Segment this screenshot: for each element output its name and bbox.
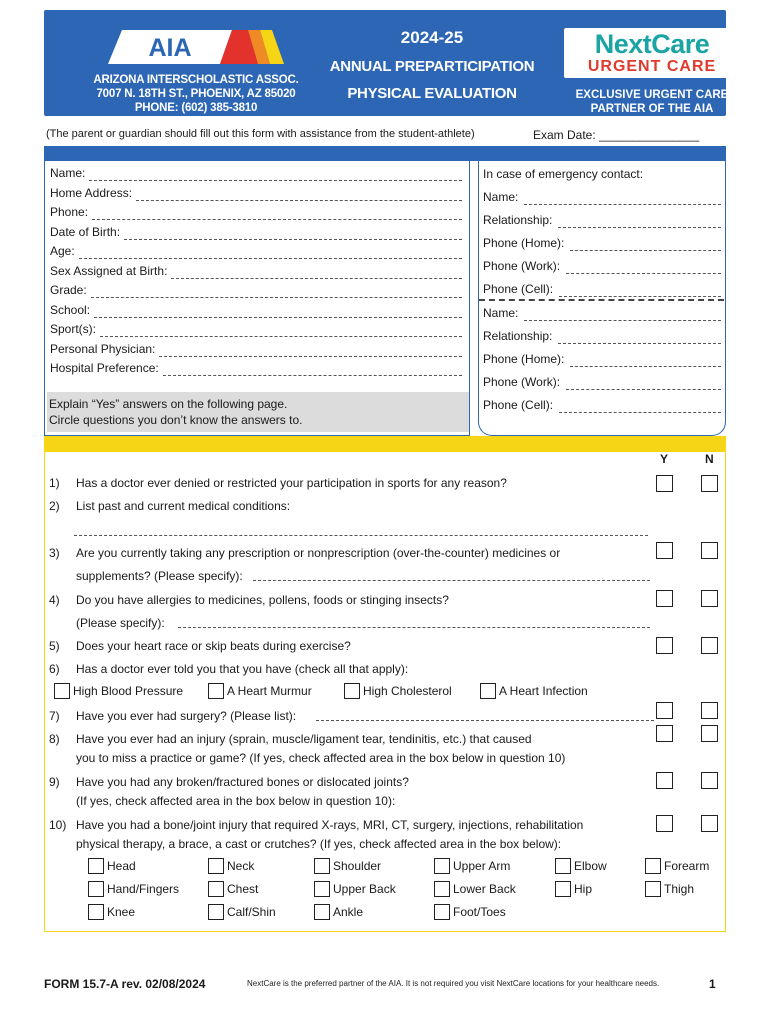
- q9-yes-checkbox[interactable]: [656, 772, 673, 789]
- hospital-preference-field[interactable]: Hospital Preference:: [50, 361, 462, 376]
- footer-note: NextCare is the preferred partner of the AIA. It is not required you visit NextCare locations for your healthcare needs.: [247, 979, 660, 988]
- q8-no-checkbox[interactable]: [701, 725, 718, 742]
- checkbox-high-blood-pressure[interactable]: High Blood Pressure: [54, 683, 183, 699]
- checkbox-heart-infection[interactable]: A Heart Infection: [480, 683, 588, 699]
- nextcare-subtitle: URGENT CARE: [587, 58, 717, 75]
- grade-field[interactable]: Grade:: [50, 283, 462, 298]
- home-address-field[interactable]: Home Address:: [50, 186, 462, 201]
- form-title-block: [324, 28, 540, 103]
- aia-logo: [108, 30, 284, 64]
- emergency1-phone-home-field[interactable]: Phone (Home):: [483, 236, 721, 251]
- header-banner: [44, 10, 729, 116]
- form-title-line2: PHYSICAL EVALUATION: [347, 85, 517, 102]
- q8-yes-checkbox[interactable]: [656, 725, 673, 742]
- emergency-contact-section: [478, 160, 726, 436]
- no-column-label: N: [705, 452, 714, 466]
- emergency2-name-field[interactable]: Name:: [483, 306, 721, 321]
- form-revision: FORM 15.7-A rev. 02/08/2024: [44, 977, 206, 991]
- aia-street: 7007 N. 18TH ST., PHOENIX, AZ 85020: [96, 88, 296, 100]
- q2-answer-line[interactable]: [74, 535, 648, 536]
- emergency-title: In case of emergency contact:: [483, 167, 644, 181]
- section-divider-yellow: [44, 436, 726, 452]
- aia-address-block: [90, 73, 302, 115]
- phone-field[interactable]: Phone:: [50, 205, 462, 220]
- emergency-divider: [479, 299, 724, 301]
- q5-no-checkbox[interactable]: [701, 637, 718, 654]
- emergency2-phone-work-field[interactable]: Phone (Work):: [483, 375, 721, 390]
- form-year: 2024-25: [400, 28, 464, 47]
- q1-no-checkbox[interactable]: [701, 475, 718, 492]
- sports-field[interactable]: Sport(s):: [50, 322, 462, 337]
- partner-line2: PARTNER OF THE AIA: [590, 103, 714, 115]
- checkbox-high-cholesterol[interactable]: High Cholesterol: [344, 683, 452, 699]
- checkbox-heart-murmur[interactable]: A Heart Murmur: [208, 683, 312, 699]
- section-divider-blue: [44, 146, 726, 161]
- q10-no-checkbox[interactable]: [701, 815, 718, 832]
- checkbox-ankle[interactable]: Ankle: [314, 904, 363, 920]
- personal-physician-field[interactable]: Personal Physician:: [50, 342, 462, 357]
- checkbox-forearm[interactable]: Forearm: [645, 858, 709, 874]
- checkbox-hip[interactable]: Hip: [555, 881, 592, 897]
- school-field[interactable]: School:: [50, 303, 462, 318]
- aia-phone: PHONE: (602) 385-3810: [134, 102, 258, 114]
- checkbox-lower-back[interactable]: Lower Back: [434, 881, 516, 897]
- personal-info-section: [44, 160, 470, 436]
- age-field[interactable]: Age:: [50, 244, 462, 259]
- checkbox-shoulder[interactable]: Shoulder: [314, 858, 381, 874]
- yes-column-label: Y: [660, 452, 669, 466]
- checkbox-calf-shin[interactable]: Calf/Shin: [208, 904, 276, 920]
- aia-name: ARIZONA INTERSCHOLASTIC ASSOC.: [93, 74, 299, 86]
- q1-yes-checkbox[interactable]: [656, 475, 673, 492]
- nextcare-logo: [564, 28, 740, 78]
- page-number: 1: [709, 977, 716, 991]
- emergency1-phone-work-field[interactable]: Phone (Work):: [483, 259, 721, 274]
- checkbox-head[interactable]: Head: [88, 858, 136, 874]
- q7-no-checkbox[interactable]: [701, 702, 718, 719]
- date-of-birth-field[interactable]: Date of Birth:: [50, 225, 462, 240]
- q7-answer-line[interactable]: [316, 720, 654, 721]
- aia-logo-text: AIA: [148, 34, 192, 62]
- partner-line1: EXCLUSIVE URGENT CARE: [575, 89, 729, 101]
- partner-text: [554, 88, 750, 116]
- explain-line2: Circle questions you don’t know the answers to.: [49, 413, 303, 427]
- checkbox-knee[interactable]: Knee: [88, 904, 135, 920]
- nextcare-name: NextCare: [594, 29, 710, 59]
- checkbox-foot-toes[interactable]: Foot/Toes: [434, 904, 506, 920]
- q9-no-checkbox[interactable]: [701, 772, 718, 789]
- q3-yes-checkbox[interactable]: [656, 542, 673, 559]
- checkbox-elbow[interactable]: Elbow: [555, 858, 607, 874]
- q4-yes-checkbox[interactable]: [656, 590, 673, 607]
- emergency1-relationship-field[interactable]: Relationship:: [483, 213, 721, 228]
- q10-yes-checkbox[interactable]: [656, 815, 673, 832]
- checkbox-neck[interactable]: Neck: [208, 858, 254, 874]
- checkbox-thigh[interactable]: Thigh: [645, 881, 694, 897]
- emergency2-relationship-field[interactable]: Relationship:: [483, 329, 721, 344]
- checkbox-upper-arm[interactable]: Upper Arm: [434, 858, 510, 874]
- q7-yes-checkbox[interactable]: [656, 702, 673, 719]
- q4-answer-line[interactable]: [178, 627, 650, 628]
- q5-yes-checkbox[interactable]: [656, 637, 673, 654]
- q3-no-checkbox[interactable]: [701, 542, 718, 559]
- checkbox-upper-back[interactable]: Upper Back: [314, 881, 396, 897]
- form-title-line1: ANNUAL PREPARTICIPATION: [329, 58, 535, 75]
- q4-no-checkbox[interactable]: [701, 590, 718, 607]
- checkbox-hand-fingers[interactable]: Hand/Fingers: [88, 881, 179, 897]
- sex-at-birth-field[interactable]: Sex Assigned at Birth:: [50, 264, 462, 279]
- emergency2-phone-cell-field[interactable]: Phone (Cell):: [483, 398, 721, 413]
- exam-date-field[interactable]: Exam Date: _______________: [533, 128, 700, 142]
- emergency2-phone-home-field[interactable]: Phone (Home):: [483, 352, 721, 367]
- explain-line1: Explain “Yes” answers on the following page.: [49, 397, 288, 411]
- emergency1-phone-cell-field[interactable]: Phone (Cell):: [483, 282, 721, 297]
- intro-instruction: (The parent or guardian should fill out this form with assistance from the student-athlete): [46, 128, 475, 140]
- q3-answer-line[interactable]: [253, 580, 650, 581]
- emergency1-name-field[interactable]: Name:: [483, 190, 721, 205]
- name-field[interactable]: Name:: [50, 166, 462, 181]
- explain-note: [47, 392, 469, 432]
- checkbox-chest[interactable]: Chest: [208, 881, 258, 897]
